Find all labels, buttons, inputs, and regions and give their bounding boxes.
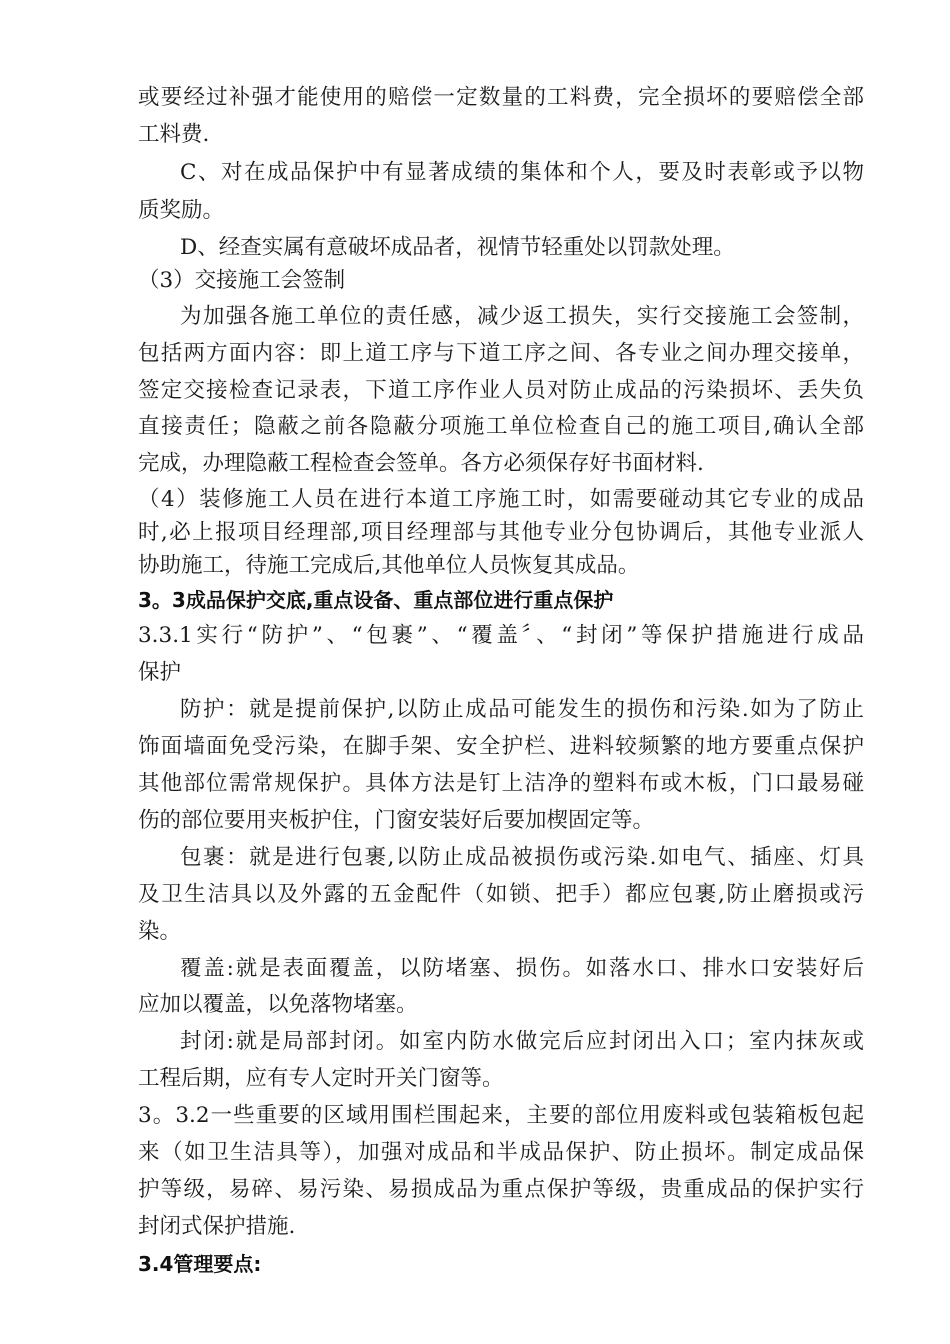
text-line: 应加以覆盖，以免落物堵塞。 (138, 992, 418, 1017)
text-line: 封闭式保护措施. (138, 1214, 296, 1239)
text-line: 饰面墙面免受污染，在脚手架、安全护栏、进料较频繁的地方要重点保护 (138, 734, 864, 759)
text-line: 协助施工，待施工完成后,其他单位人员恢复其成品。 (138, 553, 640, 578)
text-line: 直接责任；隐蔽之前各隐蔽分项施工单位检查自己的施工项目,确认全部 (138, 414, 864, 439)
text-line: C、对在成品保护中有显著成绩的集体和个人，要及时表彰或予以物 (180, 160, 864, 185)
text-line: 伤的部位要用夹板护住，门窗安装好后要加楔固定等。 (138, 808, 655, 833)
text-line: 保护 (138, 660, 182, 685)
subsection-heading: （3）交接施工会签制 (138, 268, 346, 293)
text-line: 3。3.2一些重要的区域用围栏围起来，主要的部位用废料或包装箱板包起 (138, 1103, 864, 1128)
text-line: 或要经过补强才能使用的赔偿一定数量的工料费，完全损坏的要赔偿全部 (138, 85, 864, 110)
text-line: 为加强各施工单位的责任感，减少返工损失，实行交接施工会签制， (180, 304, 864, 329)
text-line: 其他部位需常规保护。具体方法是钉上洁净的塑料布或木板，门口最易碰 (138, 771, 864, 796)
text-line: 签定交接检查记录表，下道工序作业人员对防止成品的污染损坏、丢失负 (138, 378, 864, 403)
text-line: D、经查实属有意破坏成品者，视情节轻重处以罚款处理。 (180, 235, 735, 260)
text-line: 时,必上报项目经理部,项目经理部与其他专业分包协调后，其他专业派人 (138, 520, 864, 545)
text-line: 封闭:就是局部封闭。如室内防水做完后应封闭出入口；室内抹灰或 (180, 1029, 864, 1054)
text-line: 3.3.1实行“防护”、“包裹”、“覆盖〞、“封闭”等保护措施进行成品 (138, 623, 864, 648)
text-line: 来（如卫生洁具等），加强对成品和半成品保护、防止损坏。制定成品保 (138, 1140, 864, 1165)
text-line: 染。 (138, 919, 182, 944)
section-heading: 3.4管理要点: (138, 1252, 262, 1276)
text-line: 工料费. (138, 122, 210, 147)
text-line: 包裹：就是进行包裹,以防止成品被损伤或污染.如电气、插座、灯具 (180, 845, 864, 870)
text-line: 工程后期，应有专人定时开关门窗等。 (138, 1066, 504, 1091)
text-line: 包括两方面内容：即上道工序与下道工序之间、各专业之间办理交接单， (138, 341, 864, 366)
text-line: （4）装修施工人员在进行本道工序施工时，如需要碰动其它专业的成品 (138, 487, 864, 512)
text-line: 护等级，易碎、易污染、易损成品为重点保护等级，贵重成品的保护实行 (138, 1177, 864, 1202)
text-line: 覆盖:就是表面覆盖，以防堵塞、损伤。如落水口、排水口安装好后 (180, 956, 864, 981)
text-line: 质奖励。 (138, 198, 225, 223)
text-line: 及卫生洁具以及外露的五金配件（如锁、把手）都应包裹,防止磨损或污 (138, 882, 864, 907)
section-heading: 3。3成品保护交底,重点设备、重点部位进行重点保护 (138, 588, 614, 612)
text-line: 防护：就是提前保护,以防止成品可能发生的损伤和污染.如为了防止 (180, 697, 864, 722)
text-line: 完成，办理隐蔽工程检查会签单。各方必须保存好书面材料. (138, 451, 704, 476)
